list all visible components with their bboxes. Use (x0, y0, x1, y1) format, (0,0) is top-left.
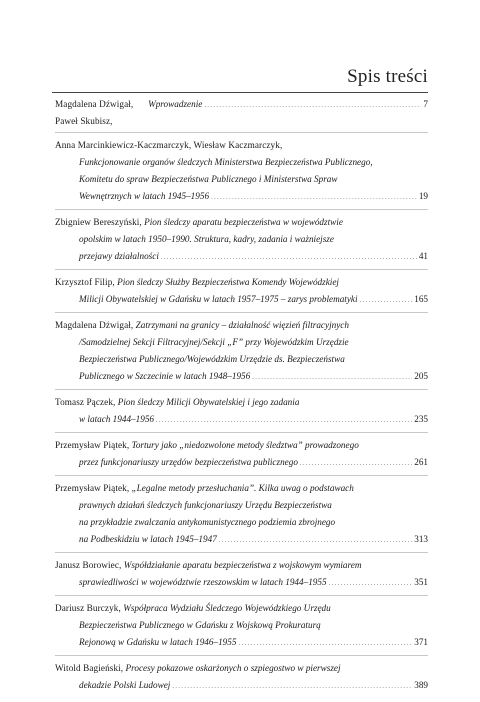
toc-entry-page-number: 235 (414, 414, 428, 424)
toc-entry-title-end: Wewnętrznych w latach 1945–1956 (79, 191, 210, 201)
toc-entry-page-number: 165 (414, 294, 428, 304)
toc-entry-final-line (55, 96, 428, 130)
toc-entry[interactable] (55, 394, 428, 433)
toc-entry-title-end: sprawiedliwości w województwie rzeszowskim w latach 1944–1955 (79, 577, 327, 587)
toc-entry-page-number: 19 (418, 191, 428, 201)
toc-entry[interactable] (55, 480, 428, 553)
dot-leader (161, 248, 417, 267)
toc-entry-title-start: Pion śledczy Milicji Obywatelskiej i jego zadania (117, 397, 300, 407)
toc-entry-title-end: na Podbeskidziu w latach 1945–1947 (79, 534, 217, 544)
toc-entry-title-line: prawnych działań śledczych funkcjonariuszy Urzędu Bezpieczeństwa (79, 500, 332, 510)
toc-entry-final-line (55, 574, 428, 593)
toc-entry-title-start: Współdziałanie aparatu bezpieczeństwa z wojskowym wymiarem (123, 560, 362, 570)
toc-entry-title: Wprowadzenie (148, 99, 203, 109)
table-of-contents (55, 96, 428, 702)
dot-leader (360, 291, 413, 310)
toc-entry[interactable] (55, 137, 428, 210)
dot-leader (252, 368, 412, 387)
toc-entry[interactable] (55, 600, 428, 656)
toc-entry-title-start: Zatrzymani na granicy – działalność więzień filtracyjnych (135, 320, 349, 330)
toc-entry-first-line (55, 137, 428, 154)
toc-entry-title-end: przez funkcjonariuszy urzędów bezpieczeństwa publicznego (79, 457, 298, 467)
toc-entry-authors: Janusz Borowiec, (55, 560, 122, 570)
title-rule (52, 92, 428, 93)
toc-entry[interactable] (55, 96, 428, 133)
toc-entry-page-number: 205 (414, 371, 428, 381)
toc-entry-first-line (55, 317, 428, 334)
dot-leader (211, 188, 417, 207)
toc-entry[interactable] (55, 557, 428, 596)
toc-entry-title-end: Publicznego w Szczecinie w latach 1948–1956 (79, 371, 251, 381)
toc-entry-final-line (55, 188, 428, 207)
toc-entry-first-line (55, 660, 428, 677)
dot-leader (204, 96, 421, 115)
toc-entry[interactable] (55, 214, 428, 270)
toc-entry-title-line: opolskim w latach 1950–1990. Struktura, kadry, zadania i ważniejsze (79, 234, 334, 244)
toc-entry-title-start: Współpraca Wydziału Śledczego Wojewódzkiego Urzędu (123, 603, 331, 613)
toc-entry-authors: Dariusz Burczyk, (55, 603, 121, 613)
toc-entry-first-line (55, 480, 428, 497)
toc-entry-title-line: Bezpieczeństwa Publicznego w Gdańsku z Wojskową Prokuraturą (79, 620, 321, 630)
page-title: Spis treści (347, 66, 428, 87)
toc-entry-page-number: 261 (414, 457, 428, 467)
toc-entry-final-line (55, 634, 428, 653)
toc-entry-page-number: 389 (414, 680, 428, 690)
toc-entry-authors: Krzysztof Filip, (55, 277, 115, 287)
toc-entry-title-end: dekadzie Polski Ludowej (79, 680, 171, 690)
toc-entry[interactable] (55, 660, 428, 698)
toc-entry-page-number: 313 (414, 534, 428, 544)
toc-entry-title-line: Bezpieczeństwa Publicznego/Wojewódzkim Urzędzie ds. Bezpieczeństwa (79, 354, 345, 364)
toc-entry-authors: Magdalena Dźwigał, Paweł Skubisz, (55, 99, 134, 126)
toc-entry-final-line (55, 248, 428, 267)
toc-entry-page-number: 41 (418, 251, 428, 261)
toc-entry-final-line (55, 368, 428, 387)
dot-leader (172, 677, 412, 696)
toc-entry[interactable] (55, 274, 428, 313)
toc-entry-authors: Tomasz Pączek, (55, 397, 116, 407)
toc-entry-page-number: 351 (414, 577, 428, 587)
toc-entry-first-line (55, 394, 428, 411)
toc-entry[interactable] (55, 317, 428, 390)
toc-entry-authors: Witold Bagieński, (55, 663, 124, 673)
dot-leader (219, 531, 412, 550)
toc-entry-title-line: Funkcjonowanie organów śledczych Ministerstwa Bezpieczeństwa Publicznego, (79, 157, 373, 167)
dot-leader (329, 574, 413, 593)
toc-entry-page-number: 7 (423, 99, 428, 109)
toc-entry-title-start: Pion śledczy aparatu bezpieczeństwa w województwie (144, 217, 343, 227)
toc-entry-title-start: Tortury jako „niedozwolone metody śledztwa” prowadzonego (131, 440, 359, 450)
toc-entry-authors: Przemysław Piątek, (55, 483, 130, 493)
toc-entry-authors: Zbigniew Bereszyński, (55, 217, 142, 227)
toc-entry-first-line (55, 214, 428, 231)
toc-entry-title-end: Rejonową w Gdańsku w latach 1946–1955 (79, 637, 237, 647)
toc-entry-title-start: „Legalne metody przesłuchania”. Kilka uwag o podstawach (131, 483, 354, 493)
toc-entry-first-line (55, 557, 428, 574)
toc-entry-first-line (55, 600, 428, 617)
toc-entry-first-line (55, 437, 428, 454)
toc-entry-title-end: Milicji Obywatelskiej w Gdańsku w latach 1957–1975 – zarys problematyki (79, 294, 358, 304)
toc-entry-final-line (55, 454, 428, 473)
toc-entry-page-number: 371 (414, 637, 428, 647)
toc-entry-title-end: przejawy działalności (79, 251, 159, 261)
toc-entry-final-line (55, 291, 428, 310)
toc-entry-authors: Magdalena Dźwigał, (55, 320, 134, 330)
dot-leader (300, 454, 412, 473)
toc-entry[interactable] (55, 437, 428, 476)
dot-leader (238, 634, 412, 653)
toc-entry-final-line (55, 411, 428, 430)
toc-entry-final-line (55, 677, 428, 696)
toc-entry-final-line (55, 531, 428, 550)
toc-entry-title-start: Procesy pokazowe oskarżonych o szpiegostwo w pierwszej (125, 663, 341, 673)
toc-entry-title-end: w latach 1944–1956 (79, 414, 155, 424)
toc-entry-authors: Anna Marcinkiewicz-Kaczmarczyk, Wiesław Kaczmarczyk, (55, 140, 283, 150)
toc-entry-title-line: Komitetu do spraw Bezpieczeństwa Publicznego i Ministerstwa Spraw (79, 174, 338, 184)
toc-entry-authors: Przemysław Piątek, (55, 440, 130, 450)
dot-leader (156, 411, 412, 430)
toc-entry-title-start: Pion śledczy Służby Bezpieczeństwa Komendy Wojewódzkiej (117, 277, 339, 287)
toc-entry-title-line: na przykładzie zwalczania antykomunistycznego podziemia zbrojnego (79, 517, 336, 527)
toc-entry-title-line: /Samodzielnej Sekcji Filtracyjnej/Sekcji „F” przy Wojewódzkim Urzędzie (79, 337, 349, 347)
toc-entry-first-line (55, 274, 428, 291)
